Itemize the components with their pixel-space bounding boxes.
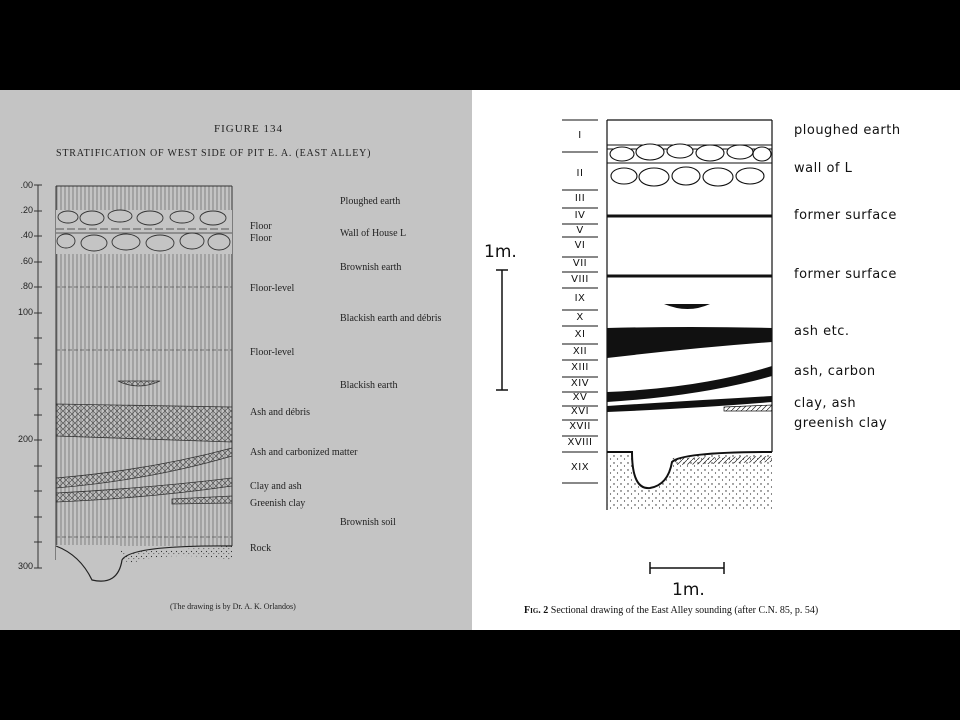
layer-number: I	[578, 130, 582, 141]
scale-tick-label: .00	[20, 180, 33, 190]
layer-label: Clay and ash	[250, 481, 302, 492]
layer-number: XV	[572, 392, 588, 403]
layer-label: Ploughed earth	[340, 196, 401, 207]
layer-label: ash etc.	[794, 324, 850, 339]
caption-figure-number: Fig. 2	[524, 605, 549, 616]
layer-number: VI	[574, 240, 586, 251]
floor-label: Floor-level	[250, 347, 295, 358]
layer-number: II	[576, 168, 584, 179]
left-figure-panel	[0, 90, 472, 630]
layer-number: III	[574, 193, 586, 204]
floor-label: Floor	[250, 221, 272, 232]
layer-number: X	[576, 312, 584, 323]
layer-label: Wall of House L	[340, 228, 407, 239]
layer-label: clay, ash	[794, 396, 857, 411]
layer-number: XVIII	[567, 437, 593, 448]
layer-label: ploughed earth	[794, 123, 901, 138]
figure-subtitle: STRATIFICATION OF WEST SIDE OF PIT E. A. (EAST ALLEY)	[56, 148, 372, 159]
layer-label: former surface	[794, 208, 897, 223]
layer-label: Greenish clay	[250, 498, 306, 509]
layer-label: ash, carbon	[794, 364, 876, 379]
layer-number: XIII	[571, 362, 589, 373]
layer-label: former surface	[794, 267, 897, 282]
layer-number: XVI	[570, 406, 590, 417]
layer-label: wall of L	[794, 161, 853, 176]
right-section-drawing	[472, 90, 960, 630]
layer-number: XVII	[569, 421, 591, 432]
vertical-scale-label: 1m.	[484, 242, 517, 262]
layer-number: VII	[572, 258, 588, 269]
layer-number: IX	[574, 293, 586, 304]
scale-tick-label: .60	[20, 256, 33, 266]
layer-number: V	[576, 225, 584, 236]
layer-number: VIII	[571, 274, 589, 285]
scale-tick-label: 100	[17, 307, 33, 317]
layer-label: Blackish earth	[340, 380, 398, 391]
layer-number: IV	[574, 210, 586, 221]
figure-title: FIGURE 134	[214, 123, 283, 135]
layer-label: Ash and débris	[250, 407, 310, 418]
scale-tick-label: .40	[20, 230, 33, 240]
layer-label: Brownish soil	[340, 517, 396, 528]
scale-tick-label: .20	[20, 205, 33, 215]
scale-tick-label: 200	[17, 434, 33, 444]
layer-label: Brownish earth	[340, 262, 402, 273]
layer-number: XIV	[570, 378, 590, 389]
floor-label: Floor	[250, 233, 272, 244]
floor-label: Floor-level	[250, 283, 295, 294]
caption-text: Sectional drawing of the East Alley sounding (after C.N. 85, p. 54)	[550, 605, 819, 616]
figure-caption	[524, 605, 818, 616]
layer-number: XIX	[570, 462, 590, 473]
layer-label: Rock	[250, 543, 272, 554]
scale-tick-label: 300	[17, 561, 33, 571]
layer-label: greenish clay	[794, 416, 888, 431]
right-figure-panel	[472, 90, 960, 630]
layer-number: XI	[574, 329, 586, 340]
layer-label: Blackish earth and débris	[340, 313, 442, 324]
scale-tick-label: .80	[20, 281, 33, 291]
drawing-credit: (The drawing is by Dr. A. K. Orlandos)	[170, 602, 296, 611]
layer-label: Ash and carbonized matter	[250, 447, 358, 458]
layer-number: XII	[572, 346, 588, 357]
horizontal-scale-label: 1m.	[672, 580, 705, 600]
left-section-drawing	[0, 90, 472, 630]
